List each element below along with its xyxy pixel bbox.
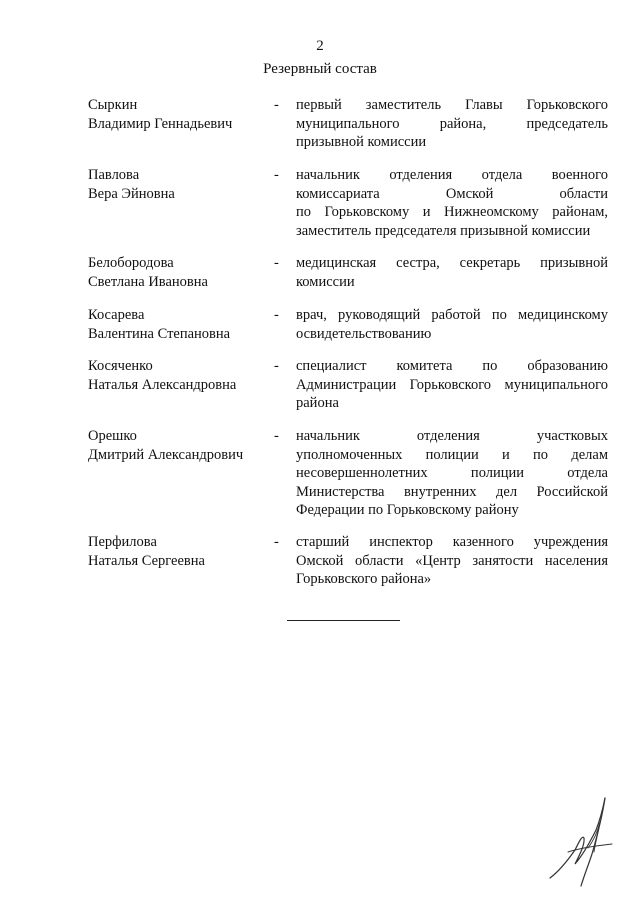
member-given-names: Вера Эйновна: [88, 185, 175, 202]
member-surname: Белобородова: [88, 255, 174, 271]
member-name: [88, 357, 268, 394]
role-line: начальник отделения отдела военного: [296, 167, 608, 183]
member-dash: -: [274, 534, 279, 550]
member-given-names: Дмитрий Александрович: [88, 446, 244, 463]
member-surname: Павлова: [88, 167, 140, 183]
role-line: района: [296, 395, 339, 411]
member-dash: -: [274, 97, 279, 113]
member-role: [296, 306, 608, 343]
member-given-names: Наталья Сергеевна: [88, 552, 205, 569]
member-name: [88, 254, 268, 291]
member-given-names: Владимир Геннадьевич: [88, 115, 233, 132]
role-line: медицинская сестра, секретарь призывной: [296, 255, 608, 271]
role-line: освидетельствованию: [296, 325, 432, 342]
member-role: [296, 427, 608, 520]
member-name: [88, 96, 268, 133]
member-given-names: Наталья Александровна: [88, 376, 237, 393]
role-line: комиссии: [296, 273, 355, 290]
page-number: 2: [316, 38, 324, 54]
member-role: [296, 166, 608, 240]
member-role: [296, 357, 608, 413]
role-line: первый заместитель Главы Горьковского: [296, 97, 608, 113]
role-line: Администрации Горьковского муниципального: [296, 376, 608, 393]
member-name: [88, 166, 268, 203]
role-line: по Горьковскому и Нижнеомскому районам,: [296, 204, 608, 220]
member-name: [88, 533, 268, 570]
member-role: [296, 254, 608, 291]
member-dash: -: [274, 307, 279, 323]
page-title: Резервный состав: [263, 61, 377, 77]
role-line: начальник отделения участковых: [296, 428, 608, 444]
role-line: уполномоченных полиции и по делам: [296, 446, 608, 463]
role-line: Горьковского района»: [296, 571, 432, 587]
member-role: [296, 533, 608, 589]
role-line: специалист комитета по образованию: [296, 358, 608, 374]
role-line: заместитель председателя призывной комиссии: [296, 222, 591, 239]
member-surname: Косяченко: [88, 358, 153, 374]
role-line: комиссариата Омской области: [296, 185, 608, 202]
role-line: муниципального района, председатель: [296, 115, 608, 132]
member-role: [296, 96, 608, 152]
member-surname: Орешко: [88, 428, 137, 444]
member-dash: -: [274, 167, 279, 183]
member-given-names: Валентина Степановна: [88, 325, 231, 342]
member-surname: Сыркин: [88, 97, 138, 113]
footer-rule: [287, 620, 400, 621]
member-surname: Косарева: [88, 307, 145, 323]
handwritten-signature: [548, 790, 618, 890]
member-name: [88, 427, 268, 464]
role-line: Министерства внутренних дел Российской: [296, 483, 608, 500]
role-line: призывной комиссии: [296, 134, 427, 150]
member-name: [88, 306, 268, 343]
role-line: Федерации по Горьковскому району: [296, 502, 519, 518]
member-given-names: Светлана Ивановна: [88, 273, 208, 290]
member-dash: -: [274, 428, 279, 444]
role-line: Омской области «Центр занятости населения: [296, 552, 608, 569]
role-line: несовершеннолетних полиции отдела: [296, 465, 608, 481]
member-dash: -: [274, 358, 279, 374]
role-line: старший инспектор казенного учреждения: [296, 534, 608, 550]
member-surname: Перфилова: [88, 534, 157, 550]
role-line: врач, руководящий работой по медицинскому: [296, 307, 608, 323]
member-dash: -: [274, 255, 279, 271]
